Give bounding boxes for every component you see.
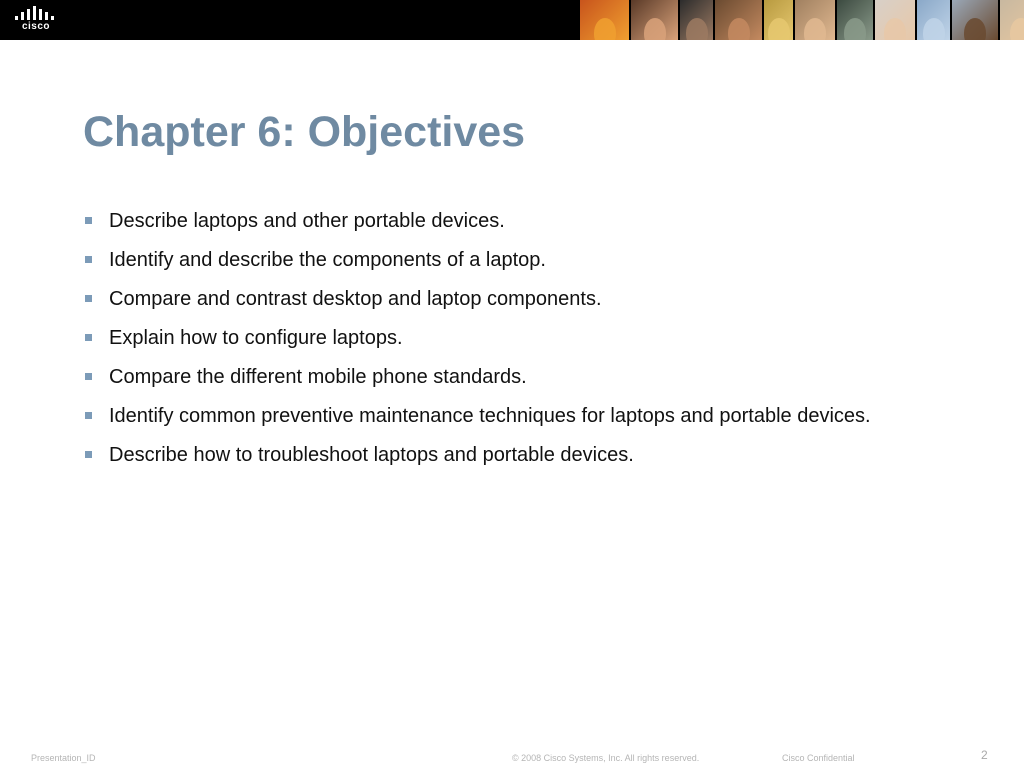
objective-item (84, 286, 944, 312)
footer-confidential: Cisco Confidential (782, 753, 855, 763)
objective-text: Describe how to troubleshoot laptops and portable devices. (109, 444, 634, 466)
objective-item (84, 247, 944, 273)
objectives-list (84, 208, 944, 481)
objective-item (84, 403, 909, 429)
objective-item (84, 325, 944, 351)
objective-text: Describe laptops and other portable devices. (109, 210, 505, 232)
objective-text: Explain how to configure laptops. (109, 327, 403, 349)
photo-detail (804, 18, 826, 40)
cisco-logo (10, 4, 62, 36)
photo-detail (884, 18, 906, 40)
objective-text: Identify common preventive maintenance techniques for laptops and portable devices. (109, 405, 871, 427)
square-bullet-icon (85, 295, 92, 302)
woman-portrait-photo (631, 0, 678, 40)
photo-detail (923, 18, 945, 40)
slide-title: Chapter 6: Objectives (83, 108, 526, 156)
cisco-logo-text: cisco (21, 21, 51, 32)
square-bullet-icon (85, 217, 92, 224)
photo-detail (964, 18, 986, 40)
photo-detail (686, 18, 708, 40)
cisco-bridge-icon (13, 6, 59, 20)
objective-text: Identify and describe the components of a laptop. (109, 249, 546, 271)
photo-detail (1010, 18, 1024, 40)
square-bullet-icon (85, 451, 92, 458)
man-white-shirt-photo (952, 0, 998, 40)
pattern-photo (764, 0, 793, 40)
photo-detail (768, 18, 790, 40)
header-banner (0, 0, 1024, 40)
objective-item (84, 364, 944, 390)
abstract-dark-photo (837, 0, 873, 40)
autumn-leaves-photo (580, 0, 629, 40)
photo-detail (728, 18, 750, 40)
objective-text: Compare the different mobile phone standards. (109, 366, 527, 388)
asian-woman-photo (875, 0, 915, 40)
footer-presentation-id: Presentation_ID (31, 753, 96, 763)
sky-photo (917, 0, 950, 40)
footer-copyright: © 2008 Cisco Systems, Inc. All rights reserved. (512, 753, 700, 763)
objective-text: Compare and contrast desktop and laptop components. (109, 288, 602, 310)
square-bullet-icon (85, 334, 92, 341)
girl-portrait-photo (795, 0, 835, 40)
young-man-photo (1000, 0, 1024, 40)
header-photo-strip (580, 0, 1024, 40)
square-bullet-icon (85, 373, 92, 380)
photo-detail (644, 18, 666, 40)
objective-item (84, 208, 944, 234)
square-bullet-icon (85, 412, 92, 419)
man-portrait-photo (680, 0, 713, 40)
objective-item (84, 442, 944, 468)
square-bullet-icon (85, 256, 92, 263)
photo-detail (594, 18, 616, 40)
photo-detail (844, 18, 866, 40)
page-number: 2 (981, 748, 988, 762)
smiling-man-photo (715, 0, 762, 40)
